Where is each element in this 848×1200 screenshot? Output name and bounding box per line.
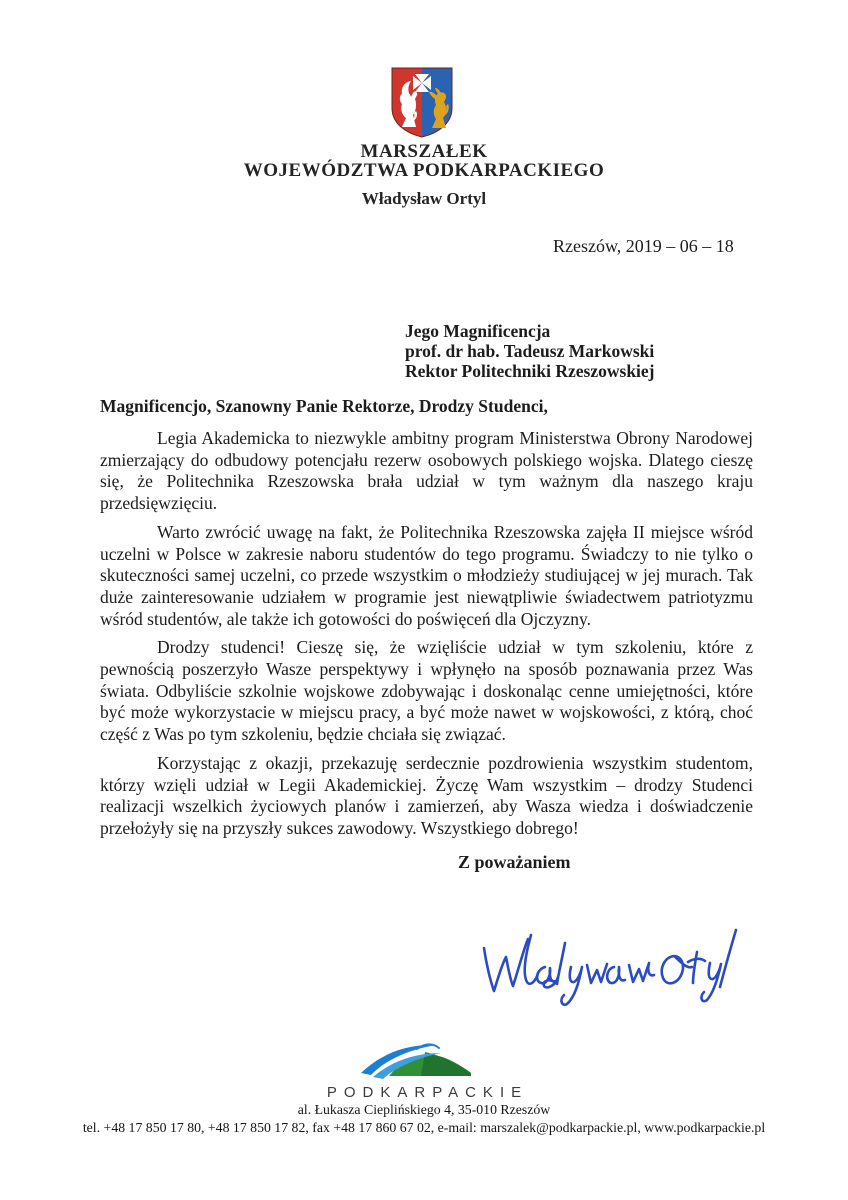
addressee-line1: Jego Magnificencja bbox=[405, 321, 551, 341]
addressee-block bbox=[405, 321, 655, 381]
podkarpackie-brand-logo-icon bbox=[0, 1040, 848, 1082]
salutation: Magnificencjo, Szanowny Panie Rektorze, Drodzy Studenci, bbox=[100, 396, 548, 416]
dateline: Rzeszów, 2019 – 06 – 18 bbox=[553, 236, 734, 256]
signature-handwriting bbox=[476, 920, 748, 1020]
footer-contact-block bbox=[0, 1101, 848, 1136]
letterhead-title-line1: MARSZAŁEK bbox=[360, 141, 488, 162]
body-paragraph-1: Legia Akademicka to niezwykle ambitny program Ministerstwa Obrony Narodowej zmierzający do odbudowy potencjału rezerw osobowych polskiego wojska. Dlatego cieszę się, że Politechnika Rzeszowska brała udział w tym ważnym dla naszego kraju przedsięwzięciu. bbox=[100, 428, 753, 514]
footer-address-line: al. Łukasza Cieplińskiego 4, 35-010 Rzeszów bbox=[297, 1102, 551, 1117]
addressee-line2: prof. dr hab. Tadeusz Markowski bbox=[405, 341, 655, 361]
letter-body bbox=[100, 428, 753, 847]
footer-contact-line: tel. +48 17 850 17 80, +48 17 850 17 82, fax +48 17 860 67 02, e-mail: marszalek@podkarpackie.pl, www.podkarpackie.pl bbox=[82, 1119, 766, 1135]
body-paragraph-3: Drodzy studenci! Cieszę się, że wzięliście udział w tym szkoleniu, które z pewnością poszerzyło Wasze perspektywy i wpłynęło na sposób poznawania przez Was świata. Odbyliście szkolnie wojskowe zdobywając i doskonaląc cenne umiejętności, które być może wykorzystacie w miejscu pracy, a być może nawet w wojskowości, z którą, choć część z Was po tym szkoleniu, będzie chciała się związać. bbox=[100, 637, 753, 745]
brand-wordmark: PODKARPACKIE bbox=[326, 1084, 529, 1101]
letterhead-title-line2: WOJEWÓDZTWA PODKARPACKIEGO bbox=[243, 160, 605, 181]
footer-brand bbox=[0, 1040, 848, 1101]
addressee-line3: Rektor Politechniki Rzeszowskiej bbox=[405, 361, 655, 381]
body-paragraph-4: Korzystając z okazji, przekazuję serdecznie pozdrowienia wszystkim studentom, którzy wzięli udział w Legii Akademickiej. Życzę Wam wszystkim – drodzy Studenci realizacji wszelkich życiowych planów i zamierzeń, aby Wasza wiedza i doświadczenie przełożyły się na przyszły sukces zawodowy. Wszystkiego dobrego! bbox=[100, 752, 753, 838]
closing-phrase: Z poważaniem bbox=[458, 852, 571, 872]
letterhead bbox=[0, 142, 848, 209]
body-paragraph-2: Warto zwrócić uwagę na fakt, że Politechnika Rzeszowska zajęła II miejsce wśród uczelni w Polsce w zakresie naboru studentów do tego programu. Świadczy to nie tylko o skuteczności samej uczelni, co przede wszystkim o młodzieży studiującej w jej murach. Tak duże zainteresowanie udziałem w programie jest niewątpliwie świadectwem patriotyzmu wśród studentów, ale także ich gotowości do poświęceń dla Ojczyzny. bbox=[100, 521, 753, 629]
sender-name: Władysław Ortyl bbox=[361, 189, 487, 208]
podkarpackie-coat-of-arms-icon bbox=[389, 66, 455, 140]
